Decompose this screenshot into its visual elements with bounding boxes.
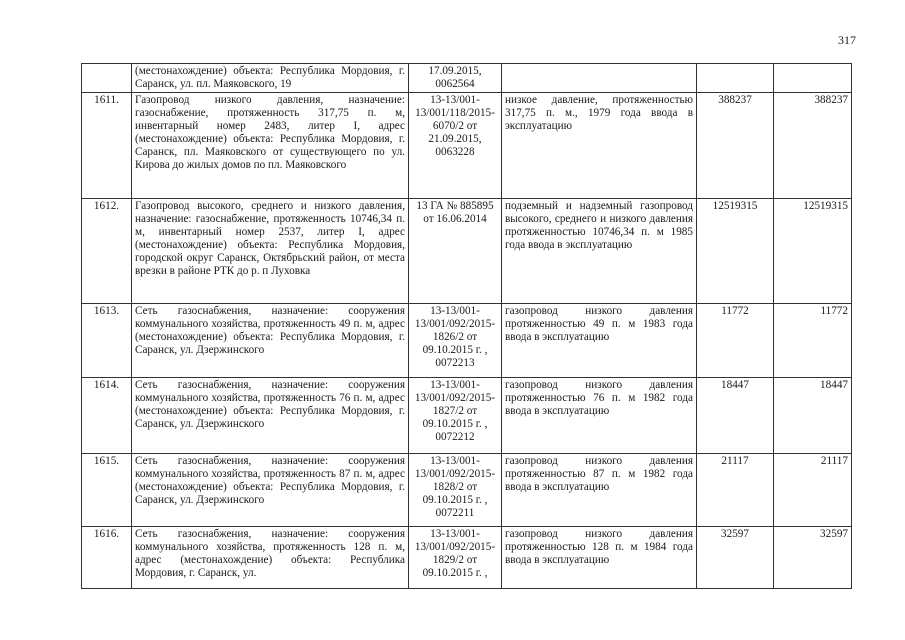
row-number xyxy=(82,64,132,93)
book-value: 21117 xyxy=(697,454,774,527)
object-description: низкое давление, протяженностью 317,75 п. м., 1979 года ввода в эксплуатацию xyxy=(502,93,697,199)
registration-document: 13-13/001-13/001/092/2015-1828/2 от 09.10.2015 г. , 0072211 xyxy=(409,454,502,527)
residual-value: 388237 xyxy=(774,93,852,199)
residual-value xyxy=(774,64,852,93)
object-name: Сеть газоснабжения, назначение: сооружения коммунального хозяйства, протяженность 87 п. м, адрес (местонахождение) объекта: Республика Мордовия, г. Саранск, ул. Дзержинского xyxy=(132,454,409,527)
table-row xyxy=(82,64,852,93)
book-value: 18447 xyxy=(697,378,774,454)
registration-document: 13-13/001-13/001/092/2015-1827/2 от 09.10.2015 г. , 0072212 xyxy=(409,378,502,454)
residual-value: 11772 xyxy=(774,304,852,378)
object-description: подземный и надземный газопровод высокого, среднего и низкого давления протяженностью 10746,34 п. м 1985 года ввода в эксплуатацию xyxy=(502,199,697,304)
page-number: 317 xyxy=(838,33,856,47)
table-row xyxy=(82,378,852,454)
table-row xyxy=(82,93,852,199)
registration-document: 13-13/001-13/001/092/2015-1826/2 от 09.10.2015 г. , 0072213 xyxy=(409,304,502,378)
object-description: газопровод низкого давления протяженностью 87 п. м 1982 года ввода в эксплуатацию xyxy=(502,454,697,527)
table-row xyxy=(82,304,852,378)
row-number: 1612. xyxy=(82,199,132,304)
object-description: газопровод низкого давления протяженностью 49 п. м 1983 года ввода в эксплуатацию xyxy=(502,304,697,378)
property-registry-table xyxy=(81,63,852,589)
object-name: Сеть газоснабжения, назначение: сооружения коммунального хозяйства, протяженность 76 п. м, адрес (местонахождение) объекта: Республика Мордовия, г. Саранск, ул. Дзержинского xyxy=(132,378,409,454)
residual-value: 32597 xyxy=(774,527,852,589)
book-value: 388237 xyxy=(697,93,774,199)
residual-value: 12519315 xyxy=(774,199,852,304)
table-row xyxy=(82,199,852,304)
object-name: (местонахождение) объекта: Республика Мордовия, г. Саранск, ул. пл. Маяковского, 19 xyxy=(132,64,409,93)
object-description xyxy=(502,64,697,93)
registration-document: 17.09.2015, 0062564 xyxy=(409,64,502,93)
book-value xyxy=(697,64,774,93)
registration-document: 13 ГА № 885895 от 16.06.2014 xyxy=(409,199,502,304)
book-value: 12519315 xyxy=(697,199,774,304)
registration-document: 13-13/001-13/001/092/2015-1829/2 от 09.10.2015 г. , xyxy=(409,527,502,589)
object-description: газопровод низкого давления протяженностью 128 п. м 1984 года ввода в эксплуатацию xyxy=(502,527,697,589)
table-row xyxy=(82,454,852,527)
row-number: 1614. xyxy=(82,378,132,454)
row-number: 1616. xyxy=(82,527,132,589)
registration-document: 13-13/001-13/001/118/2015-6070/2 от 21.09.2015, 0063228 xyxy=(409,93,502,199)
object-name: Газопровод высокого, среднего и низкого давления, назначение: газоснабжение, протяженность 10746,34 п. м, инвентарный номер 2537, литер I, адрес (местонахождение) объекта: Республика Мордовия, городской округ Саранск, Октябрьский район, от места врезки в районе РТК до р. п Луховка xyxy=(132,199,409,304)
object-name: Сеть газоснабжения, назначение: сооружения коммунального хозяйства, протяженность 128 п. м, адрес (местонахождение) объекта: Республика Мордовия, г. Саранск, ул. xyxy=(132,527,409,589)
residual-value: 21117 xyxy=(774,454,852,527)
residual-value: 18447 xyxy=(774,378,852,454)
book-value: 11772 xyxy=(697,304,774,378)
object-name: Газопровод низкого давления, назначение: газоснабжение, протяженность 317,75 п. м, инвентарный номер 2483, литер I, адрес (местонахождение) объекта: Республика Мордовия, г. Саранск, пл. Маяковского от существующего по ул. Кирова до жилых домов по пл. Маяковского xyxy=(132,93,409,199)
object-name: Сеть газоснабжения, назначение: сооружения коммунального хозяйства, протяженность 49 п. м, адрес (местонахождение) объекта: Республика Мордовия, г. Саранск, ул. Дзержинского xyxy=(132,304,409,378)
object-description: газопровод низкого давления протяженностью 76 п. м 1982 года ввода в эксплуатацию xyxy=(502,378,697,454)
table-row xyxy=(82,527,852,589)
row-number: 1611. xyxy=(82,93,132,199)
book-value: 32597 xyxy=(697,527,774,589)
row-number: 1615. xyxy=(82,454,132,527)
row-number: 1613. xyxy=(82,304,132,378)
